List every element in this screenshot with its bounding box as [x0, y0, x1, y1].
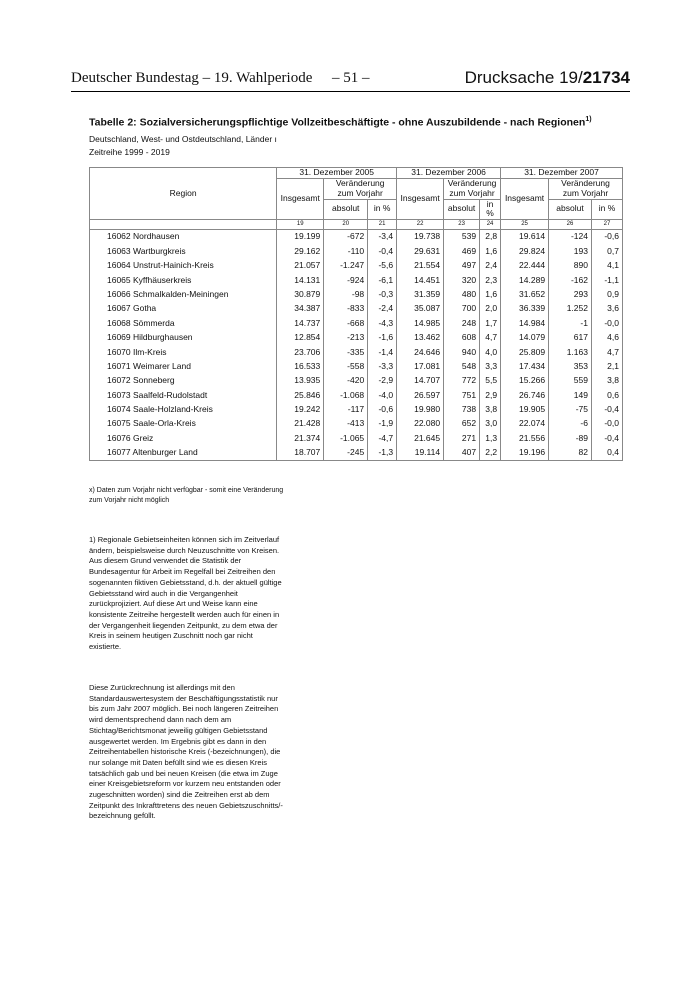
value-cell: 21.554 — [397, 259, 444, 273]
value-cell: 29.162 — [277, 244, 324, 258]
header-publication: Deutscher Bundestag – 19. Wahlperiode — [71, 70, 313, 86]
value-cell: 3,6 — [591, 302, 622, 316]
value-cell: -0,6 — [591, 230, 622, 245]
value-cell: 4,1 — [591, 259, 622, 273]
table-row — [90, 288, 623, 302]
value-cell: 738 — [444, 403, 480, 417]
value-cell: 19.242 — [277, 403, 324, 417]
value-cell: -335 — [324, 345, 368, 359]
value-cell: -1.247 — [324, 259, 368, 273]
value-cell: 19.199 — [277, 230, 324, 245]
table-row — [90, 417, 623, 431]
value-cell: -833 — [324, 302, 368, 316]
value-cell: -0,0 — [591, 417, 622, 431]
value-cell: 13.935 — [277, 374, 324, 388]
value-cell: -420 — [324, 374, 368, 388]
value-cell: -413 — [324, 417, 368, 431]
table-subtitle-period: Zeitreihe 1999 - 2019 — [89, 147, 170, 157]
value-cell: -1.065 — [324, 432, 368, 446]
value-cell: -162 — [549, 273, 592, 287]
value-cell: 4,7 — [480, 331, 501, 345]
value-cell: 21.556 — [501, 432, 549, 446]
table-row — [90, 230, 623, 245]
value-cell: 271 — [444, 432, 480, 446]
value-cell: 2,1 — [591, 360, 622, 374]
value-cell: 700 — [444, 302, 480, 316]
value-cell: 19.614 — [501, 230, 549, 245]
insgesamt-header: Insgesamt — [501, 179, 549, 220]
value-cell: -0,0 — [591, 316, 622, 330]
region-name-cell: 16069 Hildburghausen — [90, 331, 277, 345]
table-title-text: Tabelle 2: Sozialversicherungspflichtige Vollzeitbeschäftigte - ohne Auszubildende - nach Regionen — [89, 116, 586, 129]
value-cell: 29.824 — [501, 244, 549, 258]
value-cell: 2,9 — [480, 388, 501, 402]
column-number: 23 — [444, 220, 480, 230]
value-cell: 469 — [444, 244, 480, 258]
column-number: 27 — [591, 220, 622, 230]
value-cell: 14.707 — [397, 374, 444, 388]
region-name-cell: 16068 Sömmerda — [90, 316, 277, 330]
value-cell: 19.980 — [397, 403, 444, 417]
table-row — [90, 446, 623, 461]
change-header: Veränderung zum Vorjahr — [444, 179, 501, 200]
value-cell: 21.428 — [277, 417, 324, 431]
value-cell: 14.131 — [277, 273, 324, 287]
table-row — [90, 432, 623, 446]
value-cell: -1.068 — [324, 388, 368, 402]
footnote-1-paragraph-1: 1) Regionale Gebietseinheiten können sich im Zeitverlauf ändern, beispielsweise durch Neuzuschnitte von Kreisen. Aus diesem Grund verwendet die Statistik der Bundesagentur für Arbeit im Regelfall bei Zeitreihen den sogenannten fiktiven Gebietsstand, d.h. der aktuell gültige Gebietsstand wird auch in die Vergangenheit zurückprojiziert. Auf diese Art und Weise kann eine konsistente Zeitreihe hergestellt werden auch für einen in der Vergangenheit liegenden Zeitpunkt, zu dem etwa der Kreis in seinem heutigen Zuschnitt noch gar nicht existierte. — [89, 535, 282, 652]
value-cell: 193 — [549, 244, 592, 258]
value-cell: -3,3 — [368, 360, 397, 374]
value-cell: -4,0 — [368, 388, 397, 402]
value-cell: 4,0 — [480, 345, 501, 359]
column-number: 22 — [397, 220, 444, 230]
value-cell: -0,4 — [368, 244, 397, 258]
column-number: 24 — [480, 220, 501, 230]
value-cell: 320 — [444, 273, 480, 287]
value-cell: -0,6 — [368, 403, 397, 417]
table-row — [90, 302, 623, 316]
value-cell: 0,6 — [591, 388, 622, 402]
value-cell: 1.252 — [549, 302, 592, 316]
value-cell: -2,4 — [368, 302, 397, 316]
value-cell: 21.057 — [277, 259, 324, 273]
region-name-cell: 16071 Weimarer Land — [90, 360, 277, 374]
value-cell: -6,1 — [368, 273, 397, 287]
value-cell: 652 — [444, 417, 480, 431]
value-cell: 16.533 — [277, 360, 324, 374]
value-cell: 1.163 — [549, 345, 592, 359]
value-cell: 31.652 — [501, 288, 549, 302]
percent-header: in % — [480, 199, 501, 220]
value-cell: -924 — [324, 273, 368, 287]
value-cell: 21.374 — [277, 432, 324, 446]
value-cell: 22.444 — [501, 259, 549, 273]
region-name-cell: 16063 Wartburgkreis — [90, 244, 277, 258]
footnote-x: x) Daten zum Vorjahr nicht verfügbar - somit eine Veränderung zum Vorjahr nicht möglich — [89, 487, 284, 504]
year-header-2006: 31. Dezember 2006 — [397, 168, 501, 179]
value-cell: 17.434 — [501, 360, 549, 374]
value-cell: 3,8 — [480, 403, 501, 417]
insgesamt-header: Insgesamt — [277, 179, 324, 220]
column-number-row — [90, 220, 623, 230]
value-cell: -117 — [324, 403, 368, 417]
value-cell: -3,4 — [368, 230, 397, 245]
column-number: 19 — [277, 220, 324, 230]
value-cell: -0,3 — [368, 288, 397, 302]
document-number — [465, 68, 630, 88]
value-cell: 497 — [444, 259, 480, 273]
column-number: 20 — [324, 220, 368, 230]
value-cell: -6 — [549, 417, 592, 431]
value-cell: -0,4 — [591, 432, 622, 446]
value-cell: -672 — [324, 230, 368, 245]
value-cell: 21.645 — [397, 432, 444, 446]
value-cell: -4,3 — [368, 316, 397, 330]
value-cell: 751 — [444, 388, 480, 402]
value-cell: -1,1 — [591, 273, 622, 287]
title-footnote-marker: 1) — [585, 116, 592, 123]
value-cell: 2,3 — [480, 273, 501, 287]
value-cell: 559 — [549, 374, 592, 388]
value-cell: -668 — [324, 316, 368, 330]
region-name-cell: 16074 Saale-Holzland-Kreis — [90, 403, 277, 417]
table-body — [90, 230, 623, 461]
value-cell: -2,9 — [368, 374, 397, 388]
value-cell: 407 — [444, 446, 480, 461]
value-cell: 14.289 — [501, 273, 549, 287]
page-number: – 51 – — [332, 70, 370, 86]
value-cell: 2,2 — [480, 446, 501, 461]
value-cell: 15.266 — [501, 374, 549, 388]
value-cell: 2,0 — [480, 302, 501, 316]
column-number: 21 — [368, 220, 397, 230]
value-cell: -5,6 — [368, 259, 397, 273]
footnote-1-paragraph-2: Diese Zurückrechnung ist allerdings mit den Standardauswertesystem der Beschäftigungsstatistik nur bis zum Jahr 2007 möglich. Bei noch längeren Zeitreihen wird dementsprechend dann nach dem am Stichtag/Berichtsmonat jeweilig gültigen Gebietsstand ausgewertet werden. Im Ergebnis gibt es dann in den Zeitreihentabellen historische Kreis (-bezeichnungen), die nur solange mit Daten befüllt sind wie es diesen Kreis tatsächlich gab und bei neuen Kreisen (die etwa im Zuge einer Kreisgebietsreform vor kurzem neu entstanden oder zugeschnitten worden) sind die Zeitreihen erst ab dem Zeitpunkt des Inkrafttretens des neuen Gebietszuschnitts/-bezeichnung gefüllt. — [89, 683, 283, 821]
absolut-header: absolut — [444, 199, 480, 220]
value-cell: 548 — [444, 360, 480, 374]
table-row — [90, 244, 623, 258]
value-cell: -1,4 — [368, 345, 397, 359]
absolut-header: absolut — [324, 199, 368, 220]
value-cell: -110 — [324, 244, 368, 258]
value-cell: -245 — [324, 446, 368, 461]
value-cell: 82 — [549, 446, 592, 461]
value-cell: 2,4 — [480, 259, 501, 273]
table-row — [90, 259, 623, 273]
column-number: 26 — [549, 220, 592, 230]
data-table — [89, 167, 623, 461]
region-name-cell: 16062 Nordhausen — [90, 230, 277, 245]
table-row — [90, 374, 623, 388]
value-cell: -4,7 — [368, 432, 397, 446]
header-rule — [71, 91, 630, 92]
value-cell: 19.905 — [501, 403, 549, 417]
region-name-cell: 16076 Greiz — [90, 432, 277, 446]
page-header — [71, 70, 630, 92]
document-number-bold: 21734 — [582, 68, 630, 87]
value-cell: 13.462 — [397, 331, 444, 345]
value-cell: 480 — [444, 288, 480, 302]
value-cell: 26.597 — [397, 388, 444, 402]
value-cell: 22.074 — [501, 417, 549, 431]
document-number-prefix: Drucksache 19/ — [464, 68, 583, 87]
value-cell: 248 — [444, 316, 480, 330]
region-name-cell: 16072 Sonneberg — [90, 374, 277, 388]
value-cell: -75 — [549, 403, 592, 417]
value-cell: -213 — [324, 331, 368, 345]
table-row — [90, 331, 623, 345]
value-cell: 14.079 — [501, 331, 549, 345]
region-name-cell: 16065 Kyffhäuserkreis — [90, 273, 277, 287]
value-cell: -1,6 — [368, 331, 397, 345]
region-header: Region — [90, 168, 277, 220]
value-cell: 18.707 — [277, 446, 324, 461]
value-cell: 3,3 — [480, 360, 501, 374]
value-cell: 940 — [444, 345, 480, 359]
region-name-cell: 16070 Ilm-Kreis — [90, 345, 277, 359]
value-cell: 772 — [444, 374, 480, 388]
value-cell: 30.879 — [277, 288, 324, 302]
value-cell: -98 — [324, 288, 368, 302]
value-cell: 19.114 — [397, 446, 444, 461]
value-cell: 14.451 — [397, 273, 444, 287]
absolut-header: absolut — [549, 199, 592, 220]
table-row — [90, 360, 623, 374]
value-cell: -1,3 — [368, 446, 397, 461]
value-cell: 12.854 — [277, 331, 324, 345]
change-header: Veränderung zum Vorjahr — [549, 179, 623, 200]
region-name-cell: 16077 Altenburger Land — [90, 446, 277, 461]
value-cell: 0,7 — [591, 244, 622, 258]
value-cell: 14.984 — [501, 316, 549, 330]
value-cell: 19.738 — [397, 230, 444, 245]
value-cell: 149 — [549, 388, 592, 402]
value-cell: 0,4 — [591, 446, 622, 461]
value-cell: 17.081 — [397, 360, 444, 374]
value-cell: -89 — [549, 432, 592, 446]
value-cell: 34.387 — [277, 302, 324, 316]
value-cell: 1,7 — [480, 316, 501, 330]
year-header-2005: 31. Dezember 2005 — [277, 168, 397, 179]
value-cell: 14.737 — [277, 316, 324, 330]
value-cell: 353 — [549, 360, 592, 374]
value-cell: 5,5 — [480, 374, 501, 388]
percent-header: in % — [368, 199, 397, 220]
value-cell: 29.631 — [397, 244, 444, 258]
value-cell: 35.087 — [397, 302, 444, 316]
insgesamt-header: Insgesamt — [397, 179, 444, 220]
value-cell: -1 — [549, 316, 592, 330]
column-number-empty — [90, 220, 277, 230]
value-cell: -1,9 — [368, 417, 397, 431]
table-row — [90, 388, 623, 402]
value-cell: 1,3 — [480, 432, 501, 446]
value-cell: -124 — [549, 230, 592, 245]
region-name-cell: 16067 Gotha — [90, 302, 277, 316]
value-cell: 26.746 — [501, 388, 549, 402]
value-cell: 608 — [444, 331, 480, 345]
table-row — [90, 345, 623, 359]
change-header: Veränderung zum Vorjahr — [324, 179, 397, 200]
value-cell: 22.080 — [397, 417, 444, 431]
table-subtitle-region: Deutschland, West- und Ostdeutschland, Länder ı — [89, 134, 277, 144]
value-cell: 19.196 — [501, 446, 549, 461]
value-cell: -558 — [324, 360, 368, 374]
value-cell: 1,6 — [480, 244, 501, 258]
region-name-cell: 16075 Saale-Orla-Kreis — [90, 417, 277, 431]
value-cell: 3,8 — [591, 374, 622, 388]
value-cell: 293 — [549, 288, 592, 302]
value-cell: 2,8 — [480, 230, 501, 245]
value-cell: -0,4 — [591, 403, 622, 417]
value-cell: 890 — [549, 259, 592, 273]
table-row — [90, 403, 623, 417]
region-name-cell: 16066 Schmalkalden-Meiningen — [90, 288, 277, 302]
percent-header: in % — [591, 199, 622, 220]
value-cell: 1,6 — [480, 288, 501, 302]
value-cell: 3,0 — [480, 417, 501, 431]
value-cell: 24.646 — [397, 345, 444, 359]
value-cell: 23.706 — [277, 345, 324, 359]
value-cell: 25.809 — [501, 345, 549, 359]
value-cell: 36.339 — [501, 302, 549, 316]
table-title — [89, 116, 592, 129]
table-row — [90, 273, 623, 287]
value-cell: 4,7 — [591, 345, 622, 359]
value-cell: 617 — [549, 331, 592, 345]
value-cell: 0,9 — [591, 288, 622, 302]
region-name-cell: 16064 Unstrut-Hainich-Kreis — [90, 259, 277, 273]
region-name-cell: 16073 Saalfeld-Rudolstadt — [90, 388, 277, 402]
year-header-2007: 31. Dezember 2007 — [501, 168, 623, 179]
value-cell: 14.985 — [397, 316, 444, 330]
column-number: 25 — [501, 220, 549, 230]
value-cell: 31.359 — [397, 288, 444, 302]
value-cell: 25.846 — [277, 388, 324, 402]
value-cell: 539 — [444, 230, 480, 245]
value-cell: 4,6 — [591, 331, 622, 345]
table-row — [90, 316, 623, 330]
